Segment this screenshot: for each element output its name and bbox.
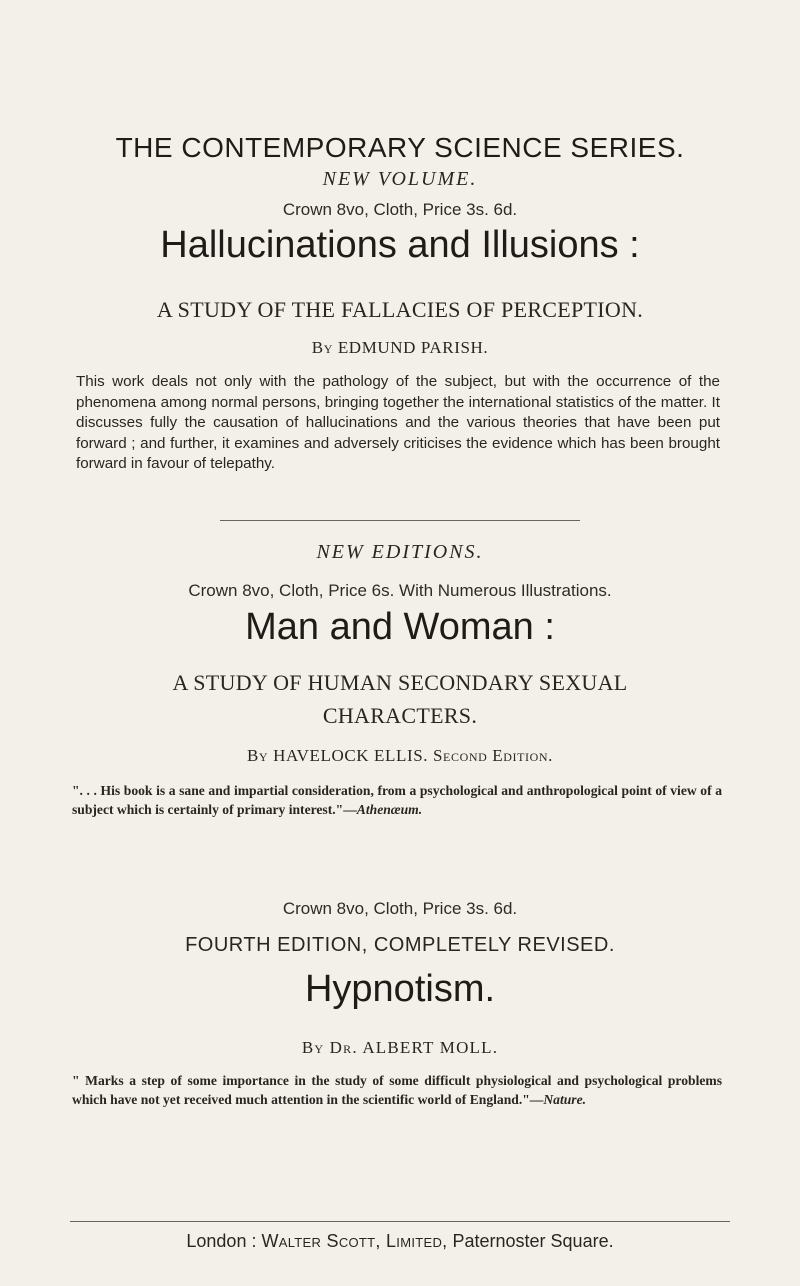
book2-subtitle-line2: CHARACTERS. [322,703,478,728]
footer-publisher: Walter Scott, Limited, [261,1231,448,1251]
series-title: THE CONTEMPORARY SCIENCE SERIES. [115,132,685,163]
book2-spec: Crown 8vo, Cloth, Price 6s. With Numerous Illustrations. [188,581,612,600]
book3-author-by: By Dr. [301,1038,358,1057]
book3-author-name: ALBERT MOLL. [362,1038,499,1057]
new-volume-heading: NEW VOLUME. [322,168,478,190]
book1-title: Hallucinations and Illusions : [160,224,640,266]
book2-title: Man and Woman : [245,606,555,648]
book2-edition: Second Edition. [433,746,553,765]
book3-quote-source: Nature. [543,1092,587,1107]
book3-title: Hypnotism. [304,968,496,1010]
book1-author-name: EDMUND PARISH. [337,338,489,357]
new-editions-heading: NEW EDITIONS. [316,541,484,563]
footer-city: London : [186,1231,257,1251]
book2-quote-text: ". . . His book is a sane and impartial consideration, from a psychological and anthropological point of view of a subject which is certainly of primary interest."— [72,783,722,817]
book2-author-by: By [246,746,269,765]
book1-subtitle: A STUDY OF THE FALLACIES OF PERCEPTION. [156,297,644,322]
book1-author [0,338,800,358]
book1-description: This work deals not only with the pathology of the subject, but with the occurrence of the phenomena among normal persons, bringing together the international statistics of the matter. It discusses fully the causation of hallucinations and the various theories that have been put forward ; and further, it examines and adversely criticises the evidence which has been brought forward in favour of telepathy. [76,373,720,472]
book2-author-name: HAVELOCK ELLIS. [273,746,429,765]
book2-subtitle-line1: A STUDY OF HUMAN SECONDARY SEXUAL [172,670,628,695]
section-divider [220,520,580,521]
book3-edition: FOURTH EDITION, COMPLETELY REVISED. [185,934,615,956]
publisher-footer [0,1231,800,1252]
book2-review-quote [72,781,722,819]
book1-author-by: By [311,338,333,357]
book3-author [0,1038,800,1058]
book1-spec: Crown 8vo, Cloth, Price 3s. 6d. [282,200,518,219]
book3-review-quote [72,1071,722,1109]
book3-quote-text: " Marks a step of some importance in the study of some difficult physiological and psychological problems which have not yet received much attention in the scientific world of England."— [72,1073,722,1107]
book2-author [0,746,800,766]
book2-quote-source: Athenæum. [356,802,423,817]
footer-divider [70,1221,730,1222]
footer-address: Paternoster Square. [452,1231,614,1251]
book3-spec: Crown 8vo, Cloth, Price 3s. 6d. [282,899,518,918]
